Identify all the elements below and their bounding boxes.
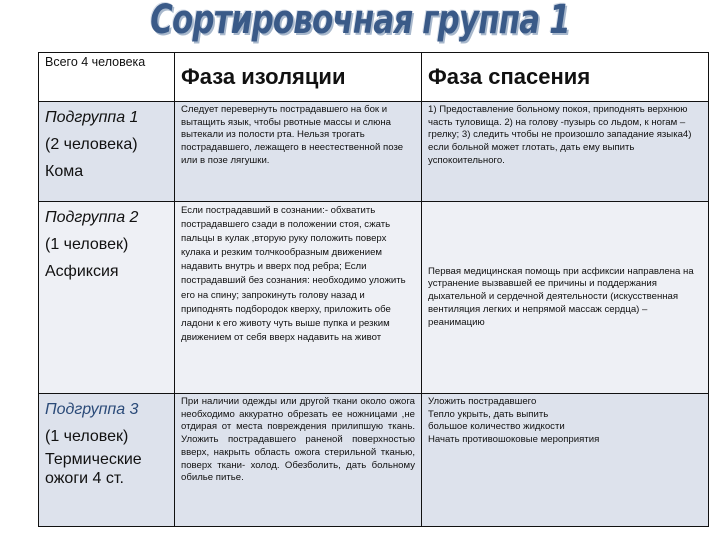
people-count: (1 человек) — [45, 236, 129, 253]
triage-table — [38, 52, 709, 527]
rescue-instructions — [422, 394, 709, 527]
rescue-instructions: 1) Предоставление больному покоя, приподнять верхнюю часть туловища. 2) на голову -пузырь со льдом, к ногам – грелку; 3) следить чтобы не произошло западание языка4) если больной может глотать, дать ему выпить успокоительного. — [422, 102, 709, 202]
table-header-row — [39, 53, 709, 102]
table-row — [39, 394, 709, 527]
isolation-instructions: Следует перевернуть пострадавшего на бок и вытащить язык, чтобы рвотные массы и слюна вытекали из полости рта. Нельзя трогать пострадавшего, лежащего в неестественной позе или в позе лягушки. — [175, 102, 422, 202]
subgroup-label: Подгруппа 3 — [45, 401, 139, 418]
isolation-instructions: При наличии одежды или другой ткани около ожога необходимо аккуратно обрезать ее ножницами ,не отдирая от места повреждения прилипшую ткань. Уложить пострадавшего раненой поверхностью вверх, накрыть область ожога стерильной тканью, поверх ткани- холод. Обезболить, дать больному обилье питье. — [175, 394, 422, 527]
page-title: Сортировочная группа 1 — [150, 0, 570, 43]
people-count: (2 человека) — [45, 136, 138, 153]
rescue-line: Начать противошоковые мероприятия — [428, 434, 600, 446]
isolation-phase-header: Фаза изоляции — [175, 53, 422, 102]
condition-label: Асфиксия — [45, 263, 119, 280]
people-count: (1 человек) — [45, 428, 129, 445]
subgroup-label: Подгруппа 2 — [45, 209, 139, 226]
rescue-line: большое количество жидкости — [428, 421, 565, 433]
condition-label: Кома — [45, 163, 84, 180]
rescue-instructions: Первая медицинская помощь при асфиксии направлена на устранение вызвавшей ее причины и поддержания дыхательной и сердечной деятельности (искусственная вентиляция легких и непрямой массаж сердца) – реанимацию — [422, 202, 709, 394]
isolation-instructions: Если пострадавший в сознании:- обхватить пострадавшего сзади в положении стоя, сжать пальцы в кулак ,вторую руку положить поверх кулака и резким толчкообразным движением надавить внутрь и вверх под ребра; Если пострадавший без сознания: необходимо уложить его на спину; запрокинуть голову назад и приподнять подбородок кверху, приложить обе ладони к его животу чуть выше пупка и резким движением от себя вверх надавить на живот — [175, 202, 422, 394]
condition-label: Термические ожоги 4 ст. — [45, 451, 142, 487]
rescue-phase-header: Фаза спасения — [422, 53, 709, 102]
table-row — [39, 102, 709, 202]
subgroup-label: Подгруппа 1 — [45, 109, 139, 126]
subgroup-cell — [39, 394, 175, 527]
rescue-line: Уложить пострадавшего — [428, 396, 537, 407]
subgroup-cell — [39, 102, 175, 202]
rescue-line: Тепло укрыть, дать выпить — [428, 408, 549, 420]
total-count-cell: Всего 4 человека — [39, 53, 175, 102]
table-row — [39, 202, 709, 394]
subgroup-cell — [39, 202, 175, 394]
